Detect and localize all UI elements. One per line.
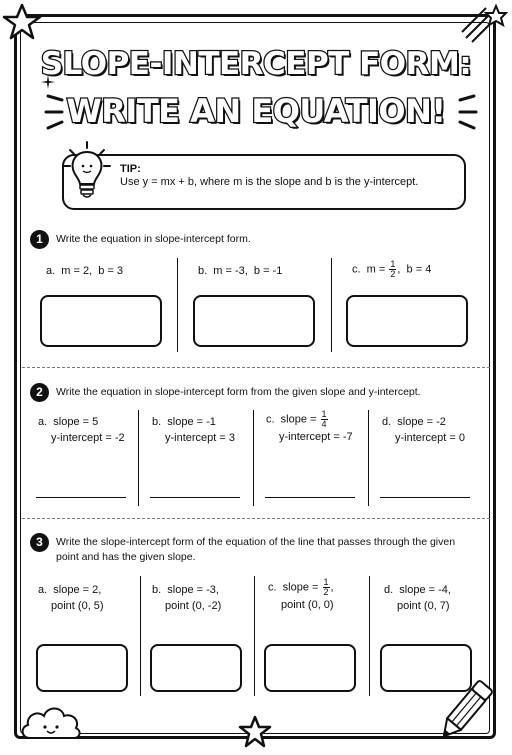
q2-d-answer-line[interactable] xyxy=(380,497,470,498)
pencil-icon xyxy=(434,676,496,746)
q3-c-label: c. slope = $\frac{1}{2}$ , point (0, 0) xyxy=(268,577,334,611)
section-divider xyxy=(22,518,490,519)
tip-label: TIP: xyxy=(120,163,141,175)
q1-c-label: c. m = $\frac{1}{2}$ , b = 4 xyxy=(352,259,432,279)
lightbulb-icon xyxy=(62,140,112,202)
q2-b-answer-line[interactable] xyxy=(150,497,240,498)
divider xyxy=(140,576,141,696)
q2-c-label: c. slope = $\frac{1}{4}$ y-intercept = -7 xyxy=(266,409,353,443)
q1-a-answer-box[interactable] xyxy=(40,295,162,347)
q1-a-label: a. m = 2, b = 3 xyxy=(46,265,124,277)
question-1-instruction: Write the equation in slope-intercept form. xyxy=(56,233,251,245)
section-divider xyxy=(22,367,490,368)
star-icon xyxy=(2,2,42,42)
q2-c-fraction: $\frac{1}{4}$ xyxy=(321,409,327,429)
question-2-instruction: Write the equation in slope-intercept form from the given slope and y-intercept. xyxy=(56,386,421,398)
page-title-line-2: WRITE AN EQUATION! xyxy=(66,92,446,130)
q3-d-label: d. slope = -4, point (0, 7) xyxy=(384,584,451,612)
q2-a-label: a. slope = 5 y-intercept = -2 xyxy=(38,416,125,444)
q1-c-fraction: $\frac{1}{2}$ xyxy=(390,259,396,279)
question-number-2: 2 xyxy=(30,383,49,402)
question-number-1: 1 xyxy=(30,230,49,249)
q2-d-label: d. slope = -2 y-intercept = 0 xyxy=(382,416,466,444)
q2-c-answer-line[interactable] xyxy=(265,497,355,498)
divider xyxy=(253,410,254,506)
question-number-3: 3 xyxy=(30,533,49,552)
q3-b-label: b. slope = -3, point (0, -2) xyxy=(152,584,222,612)
q3-c-answer-box[interactable] xyxy=(264,644,356,692)
cloud-icon xyxy=(18,700,84,742)
q3-a-label: a. slope = 2, point (0, 5) xyxy=(38,584,104,612)
divider xyxy=(369,576,370,696)
q2-a-answer-line[interactable] xyxy=(36,497,126,498)
q3-b-answer-box[interactable] xyxy=(150,644,242,692)
q1-b-answer-box[interactable] xyxy=(193,295,315,347)
q3-c-fraction: $\frac{1}{2}$ xyxy=(323,577,329,597)
divider xyxy=(368,410,369,506)
tip-text: Use y = mx + b, where m is the slope and b is the y-intercept. xyxy=(120,176,419,188)
shooting-star-icon xyxy=(456,2,508,48)
divider xyxy=(138,410,139,506)
q3-a-answer-box[interactable] xyxy=(36,644,128,692)
question-3-instruction: Write the slope-intercept form of the equation of the line that passes through the given point and has the given slope. xyxy=(56,536,456,563)
star-icon xyxy=(238,715,272,749)
divider xyxy=(254,576,255,696)
q2-b-label: b. slope = -1 y-intercept = 3 xyxy=(152,416,236,444)
q1-b-label: b. m = -3, b = -1 xyxy=(198,265,283,277)
page-title-line-1: SLOPE-INTERCEPT FORM: xyxy=(40,46,472,82)
q1-c-answer-box[interactable] xyxy=(346,295,468,347)
divider xyxy=(331,258,332,352)
divider xyxy=(177,258,178,352)
